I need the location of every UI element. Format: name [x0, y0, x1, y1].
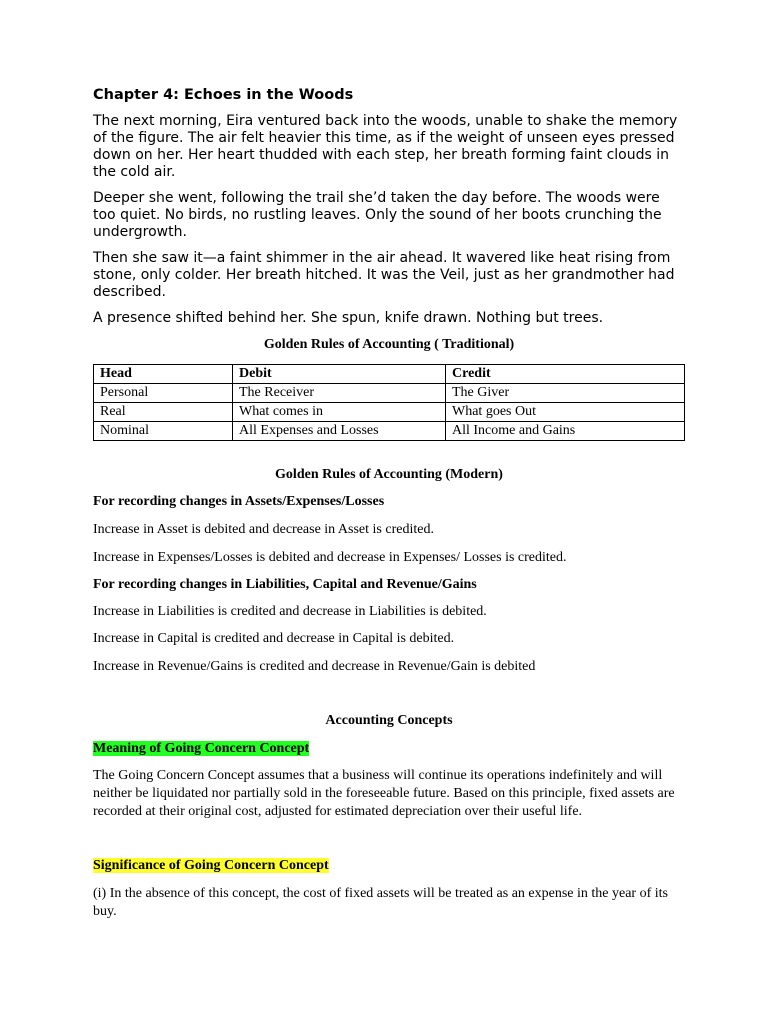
story-paragraph-3: Then she saw it—a faint shimmer in the air ahead. It wavered like heat rising from stone, only colder. Her breath hitched. It was the Veil, just as her grandmother had described. [93, 250, 675, 300]
going-concern-meaning-text: The Going Concern Concept assumes that a business will continue its operations indefinitely and will neither be liquidated nor partially sold in the foreseeable future. Based on this principle, fixed assets are recorded at their original cost, adjusted for estimated depreciation over their useful life. [93, 768, 675, 819]
table-row [94, 403, 685, 422]
rule-line: Increase in Capital is credited and decrease in Capital is debited. [93, 631, 455, 646]
rule-line: Increase in Expenses/Losses is debited and decrease in Expenses/ Losses is credited. [93, 550, 567, 565]
modern-rules-heading: Golden Rules of Accounting (Modern) [275, 467, 503, 482]
going-concern-significance-heading [93, 857, 685, 875]
table-cell: All Expenses and Losses [233, 422, 446, 441]
assets-subheading: For recording changes in Assets/Expenses/Losses [93, 494, 385, 509]
accounting-concepts-heading: Accounting Concepts [325, 713, 453, 728]
traditional-rules-table [93, 364, 685, 441]
table-cell: Personal [94, 384, 233, 403]
table-row [94, 422, 685, 441]
table-cell: The Giver [446, 384, 685, 403]
liabilities-subheading: For recording changes in Liabilities, Capital and Revenue/Gains [93, 577, 477, 592]
going-concern-meaning-heading [93, 740, 685, 758]
column-header-credit: Credit [446, 365, 685, 384]
going-concern-significance-text: (i) In the absence of this concept, the cost of fixed assets will be treated as an expense in the year of its buy. [93, 886, 668, 919]
story-paragraph-1: The next morning, Eira ventured back into the woods, unable to shake the memory of the figure. The air felt heavier this time, as if the weight of unseen eyes pressed down on her. Her heart thudded with each step, her breath forming faint clouds in the cold air. [93, 113, 678, 180]
table-cell: What comes in [233, 403, 446, 422]
table-cell: All Income and Gains [446, 422, 685, 441]
highlighted-text: Meaning of Going Concern Concept [93, 741, 310, 756]
rule-line: Increase in Revenue/Gains is credited and decrease in Revenue/Gain is debited [93, 659, 536, 674]
rule-line: Increase in Liabilities is credited and decrease in Liabilities is debited. [93, 604, 487, 619]
table-row [94, 384, 685, 403]
chapter-title: Chapter 4: Echoes in the Woods [93, 87, 354, 103]
traditional-rules-heading: Golden Rules of Accounting ( Traditional) [263, 337, 515, 352]
table-cell: Real [94, 403, 233, 422]
rule-line: Increase in Asset is debited and decrease in Asset is credited. [93, 522, 434, 537]
story-paragraph-4: A presence shifted behind her. She spun, knife drawn. Nothing but trees. [93, 310, 604, 326]
table-cell: What goes Out [446, 403, 685, 422]
story-paragraph-2: Deeper she went, following the trail she’d taken the day before. The woods were too quiet. No birds, no rustling leaves. Only the sound of her boots crunching the undergrowth. [93, 190, 662, 240]
table-header-row [94, 365, 685, 384]
column-header-head: Head [94, 365, 233, 384]
column-header-debit: Debit [233, 365, 446, 384]
table-cell: The Receiver [233, 384, 446, 403]
table-cell: Nominal [94, 422, 233, 441]
highlighted-text: Significance of Going Concern Concept [93, 858, 329, 873]
